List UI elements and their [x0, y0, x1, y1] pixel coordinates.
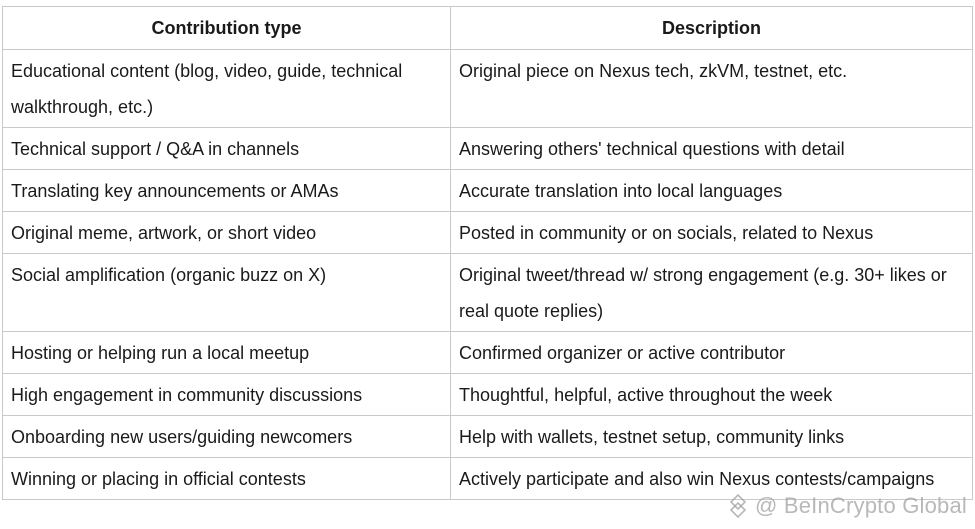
- contribution-type-cell: Winning or placing in official contests: [3, 458, 451, 500]
- contribution-type-cell: Translating key announcements or AMAs: [3, 170, 451, 212]
- table-row: [3, 254, 973, 332]
- contribution-table: [2, 6, 973, 500]
- table-row: [3, 128, 973, 170]
- watermark: [725, 493, 967, 519]
- table-header-row: [3, 7, 973, 50]
- contribution-type-cell: Educational content (blog, video, guide, technical walkthrough, etc.): [3, 50, 451, 128]
- description-cell: Help with wallets, testnet setup, community links: [451, 416, 973, 458]
- description-cell: Answering others' technical questions with detail: [451, 128, 973, 170]
- contribution-type-cell: High engagement in community discussions: [3, 374, 451, 416]
- table-row: [3, 50, 973, 128]
- description-cell: Accurate translation into local languages: [451, 170, 973, 212]
- header-description: Description: [451, 7, 973, 50]
- description-cell: Thoughtful, helpful, active throughout the week: [451, 374, 973, 416]
- table-row: [3, 416, 973, 458]
- table-row: [3, 212, 973, 254]
- watermark-text: @ BeInCrypto Global: [754, 493, 967, 518]
- contribution-type-cell: Technical support / Q&A in channels: [3, 128, 451, 170]
- table-row: [3, 170, 973, 212]
- description-cell: Original tweet/thread w/ strong engagement (e.g. 30+ likes or real quote replies): [451, 254, 973, 332]
- description-cell: Original piece on Nexus tech, zkVM, testnet, etc.: [451, 50, 973, 128]
- header-contribution-type: Contribution type: [3, 7, 451, 50]
- description-cell: Confirmed organizer or active contributor: [451, 332, 973, 374]
- contribution-type-cell: Original meme, artwork, or short video: [3, 212, 451, 254]
- contribution-type-cell: Hosting or helping run a local meetup: [3, 332, 451, 374]
- contribution-type-cell: Onboarding new users/guiding newcomers: [3, 416, 451, 458]
- beincrypto-logo-icon: [725, 493, 751, 519]
- table-row: [3, 374, 973, 416]
- contribution-type-cell: Social amplification (organic buzz on X): [3, 254, 451, 332]
- description-cell: Posted in community or on socials, related to Nexus: [451, 212, 973, 254]
- description-cell: Actively participate and also win Nexus contests/campaigns: [451, 458, 973, 500]
- table-row: [3, 332, 973, 374]
